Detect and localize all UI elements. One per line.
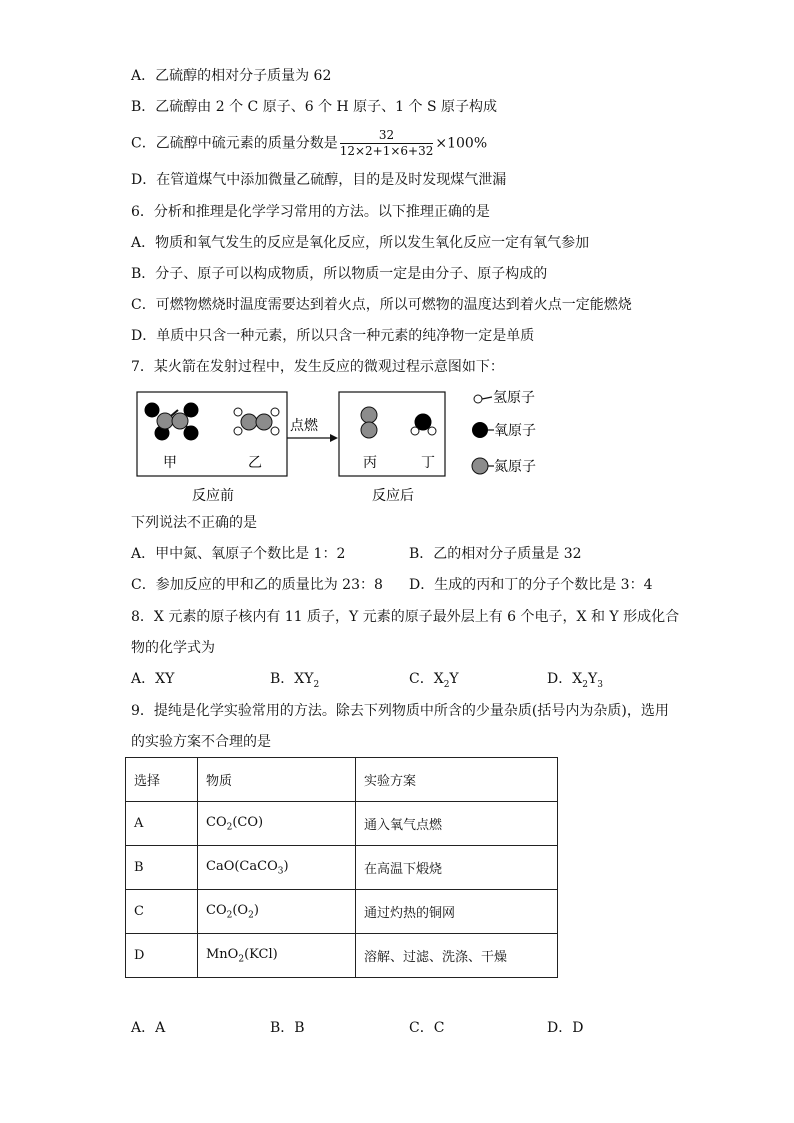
substance-sub: 2 <box>226 822 233 833</box>
q9-option-b: B．B <box>270 1020 305 1036</box>
table-header-row <box>126 758 558 802</box>
q8-option-d-mid: Y <box>587 671 598 687</box>
row-choice: B <box>126 846 198 890</box>
substance-sub: 2 <box>238 954 245 965</box>
oxygen-atom <box>184 403 198 417</box>
q8-option-c-tail: Y <box>449 671 459 687</box>
q6-option-a: A．物质和氧气发生的反应是氧化反应，所以发生氧化反应一定有氧气参加 <box>131 235 590 251</box>
row-substance <box>198 934 356 978</box>
q9-table <box>125 757 558 978</box>
legend-hydrogen-label: 氢原子 <box>493 390 535 406</box>
q8-option-c-base: C．X <box>409 671 444 687</box>
q8-stem-line2: 物的化学式为 <box>131 640 215 656</box>
q5-fraction <box>340 128 434 159</box>
row-choice: D <box>126 934 198 978</box>
table-row <box>126 802 558 846</box>
hydrogen-atom <box>271 427 279 435</box>
header-substance: 物质 <box>198 758 356 802</box>
substance-part: ) <box>253 902 259 918</box>
substance-part: MnO <box>206 946 239 962</box>
caption-before: 反应前 <box>192 488 234 504</box>
q5-option-c <box>131 128 487 159</box>
row-substance <box>198 846 356 890</box>
legend-oxygen-icon <box>472 422 488 438</box>
row-scheme: 溶解、过滤、洗涤、干燥 <box>356 934 558 978</box>
substance-part: CaO(CaCO <box>206 858 278 874</box>
row-scheme: 在高温下煅烧 <box>356 846 558 890</box>
row-substance <box>198 890 356 934</box>
nitrogen-atom <box>361 422 377 438</box>
legend-nitrogen-label: 氮原子 <box>494 459 536 475</box>
q6-option-d: D．单质中只含一种元素，所以只含一种元素的纯净物一定是单质 <box>131 328 535 344</box>
nitrogen-atom <box>256 414 272 430</box>
reaction-diagram <box>125 380 565 510</box>
q9-option-d: D．D <box>547 1020 584 1036</box>
row-choice: C <box>126 890 198 934</box>
q8-option-b-base: B．XY <box>270 671 314 687</box>
q5-option-d: D．在管道煤气中添加微量乙硫醇，目的是及时发现煤气泄漏 <box>131 172 507 188</box>
hydrogen-atom <box>271 408 279 416</box>
substance-part: (O <box>232 902 249 918</box>
arrow-head <box>330 434 338 442</box>
q8-option-c <box>409 669 459 695</box>
label-yi: 乙 <box>248 455 262 471</box>
q8-option-d-sub2: 3 <box>597 679 603 690</box>
row-scheme: 通入氧气点燃 <box>356 802 558 846</box>
substance-part: CO <box>206 814 227 830</box>
q9-option-a: A．A <box>131 1020 166 1036</box>
molecule-ding <box>411 414 436 435</box>
q8-option-d-base: D．X <box>547 671 583 687</box>
oxygen-atom <box>145 403 159 417</box>
q9-stem-line1: 9．提纯是化学实验常用的方法。除去下列物质中所含的少量杂质(括号内为杂质)，选用 <box>131 703 669 719</box>
q5-fraction-numerator: 32 <box>340 128 434 144</box>
header-choice: 选择 <box>126 758 198 802</box>
hydrogen-atom <box>234 408 242 416</box>
legend-hydrogen-icon <box>474 395 482 403</box>
q6-option-b: B．分子、原子可以构成物质，所以物质一定是由分子、原子构成的 <box>131 266 548 282</box>
q7-option-a: A．甲中氮、氧原子个数比是 1：2 <box>131 546 346 562</box>
label-jia: 甲 <box>163 455 177 471</box>
q5-option-b: B．乙硫醇由 2 个 C 原子、6 个 H 原子、1 个 S 原子构成 <box>131 99 498 115</box>
substance-part: ) <box>283 858 289 874</box>
label-bing: 丙 <box>363 455 377 471</box>
substance-sub: 2 <box>226 910 233 921</box>
arrow-label: 点燃 <box>290 418 318 434</box>
table-row <box>126 890 558 934</box>
hydrogen-atom <box>234 427 242 435</box>
substance-sub: 3 <box>277 866 284 877</box>
q7-option-c: C．参加反应的甲和乙的质量比为 23：8 <box>131 577 383 593</box>
q5-option-c-suffix: ×100% <box>435 135 488 152</box>
q7-sub-stem: 下列说法不正确的是 <box>131 515 257 531</box>
q8-option-c-sub: 2 <box>443 679 450 690</box>
q5-option-a: A．乙硫醇的相对分子质量为 62 <box>131 68 332 84</box>
molecule-bing <box>361 407 377 438</box>
q8-stem-line1: 8．X 元素的原子核内有 11 质子，Y 元素的原子最外层上有 6 个电子，X 和 Y 形成化合 <box>131 609 680 625</box>
nitrogen-atom <box>157 413 173 429</box>
row-choice: A <box>126 802 198 846</box>
table-row <box>126 846 558 890</box>
substance-sub: 2 <box>248 910 254 921</box>
nitrogen-atom <box>172 413 188 429</box>
row-scheme: 通过灼热的铜网 <box>356 890 558 934</box>
q7-option-d: D．生成的丙和丁的分子个数比是 3：4 <box>409 577 653 593</box>
molecule-jia <box>145 403 198 440</box>
row-substance <box>198 802 356 846</box>
table-row <box>126 934 558 978</box>
label-ding: 丁 <box>421 455 435 471</box>
legend <box>472 390 536 475</box>
q6-stem: 6．分析和推理是化学学习常用的方法。以下推理正确的是 <box>131 204 490 220</box>
hydrogen-atom <box>428 427 436 435</box>
molecule-yi <box>234 408 279 435</box>
q7-stem: 7．某火箭在发射过程中，发生反应的微观过程示意图如下： <box>131 359 504 375</box>
q6-option-c: C．可燃物燃烧时温度需要达到着火点，所以可燃物的温度达到着火点一定能燃烧 <box>131 297 632 313</box>
header-scheme: 实验方案 <box>356 758 558 802</box>
oxygen-atom <box>184 426 198 440</box>
q5-option-c-prefix: C．乙硫醇中硫元素的质量分数是 <box>131 135 338 152</box>
legend-nitrogen-icon <box>472 458 488 474</box>
hydrogen-atom <box>411 427 419 435</box>
q8-option-b-sub: 2 <box>313 679 320 690</box>
q8-option-a: A．XY <box>131 671 175 687</box>
legend-oxygen-label: 氧原子 <box>494 423 536 439</box>
q9-stem-line2: 的实验方案不合理的是 <box>131 734 271 750</box>
q8-option-d-sub1: 2 <box>582 679 588 690</box>
nitrogen-atom <box>241 414 257 430</box>
nitrogen-atom <box>361 407 377 423</box>
substance-part: CO <box>206 902 227 918</box>
q9-option-c: C．C <box>409 1020 445 1036</box>
q5-fraction-denominator: 12×2+1×6+32 <box>339 144 434 158</box>
substance-part: (CO) <box>232 814 264 830</box>
substance-part: (KCl) <box>244 946 278 962</box>
caption-after: 反应后 <box>372 488 414 504</box>
q8-option-b <box>270 669 319 695</box>
q7-option-b: B．乙的相对分子质量是 32 <box>409 546 582 562</box>
q8-option-d <box>547 669 603 695</box>
